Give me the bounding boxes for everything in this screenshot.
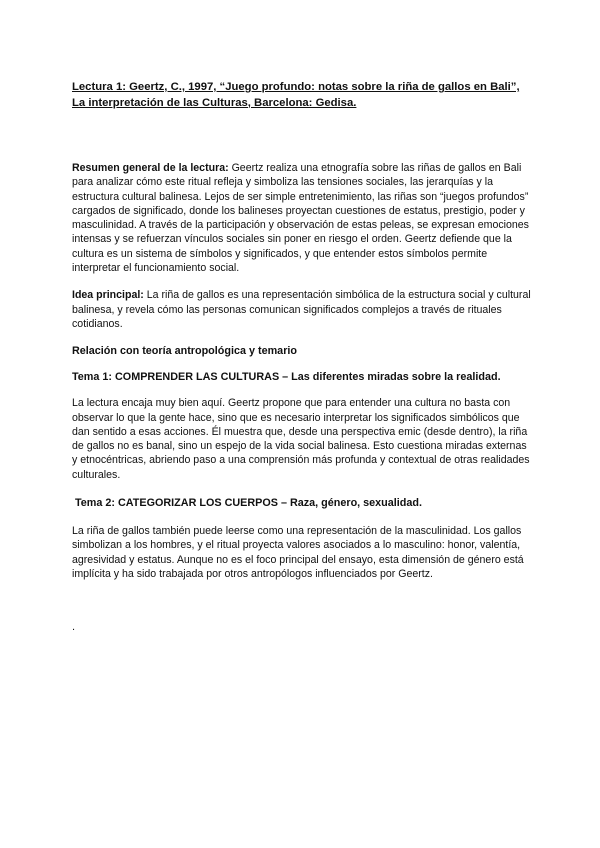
main-idea-label: Idea principal: [72, 289, 144, 302]
main-idea-text: La riña de gallos es una representación simbólica de la estructura social y cultural balinesa, y revela cómo las personas comunican significados complejos a través de rituales cotidianos. [72, 289, 531, 330]
trailing-mark: . [72, 621, 76, 634]
reading-title-line-1: Lectura 1: Geertz, C., 1997, “Juego profundo: notas sobre la riña de gallos en Bali”, [72, 81, 520, 93]
tema-2-text: La riña de gallos también puede leerse como una representación de la masculinidad. Los gallos simbolizan a los hombres, y el ritual proyecta valores asociados a lo masculino: honor, valentía, agresividad y estatus. Aunque no es el foco principal del ensayo, esta dimensión de género está implícita y ha sido trabajada por otros antropólogos influenciados por Geertz. [72, 525, 524, 580]
tema-1-heading: Tema 1: COMPRENDER LAS CULTURAS – Las diferentes miradas sobre la realidad. [72, 371, 501, 384]
summary-paragraph [72, 161, 534, 275]
tema-2-heading: Tema 2: CATEGORIZAR LOS CUERPOS – Raza, género, sexualidad. [72, 497, 422, 510]
summary-text: Geertz realiza una etnografía sobre las riñas de gallos en Bali para analizar cómo este ritual refleja y simboliza las tensiones sociales, las jerarquías y la estructura cultural balinesa. Lejos de ser simple entretenimiento, las riñas son “juegos profundos” cargados de significado, donde los balineses proyectan cuestiones de estatus, prestigio, poder y masculinidad. A través de la participación y observación de estas peleas, se expresan emociones intensas y se refuerzan vínculos sociales sin poner en riesgo el orden. Geertz defiende que la cultura es un sistema de símbolos y significados, y que entender estos símbolos permite interpretar el funcionamiento social. [72, 162, 529, 275]
relation-heading: Relación con teoría antropológica y temario [72, 345, 297, 358]
main-idea-paragraph [72, 288, 534, 331]
summary-label: Resumen general de la lectura: [72, 162, 229, 174]
tema-1-text: La lectura encaja muy bien aquí. Geertz propone que para entender una cultura no basta con observar lo que la gente hace, sino que es necesario interpretar los significados simbólicos que dan sentido a esas acciones. Él muestra que, desde una perspectiva emic (desde dentro), la riña de gallos no es banal, sino un espejo de la vida social balinesa. Esto cuestiona miradas externas y etnocéntricas, abriendo paso a una comprensión más profunda y contextual de otras realidades culturales. [72, 397, 530, 481]
reading-title-line-2: La interpretación de las Culturas, Barcelona: Gedisa. [72, 96, 357, 109]
reading-title [72, 80, 534, 111]
